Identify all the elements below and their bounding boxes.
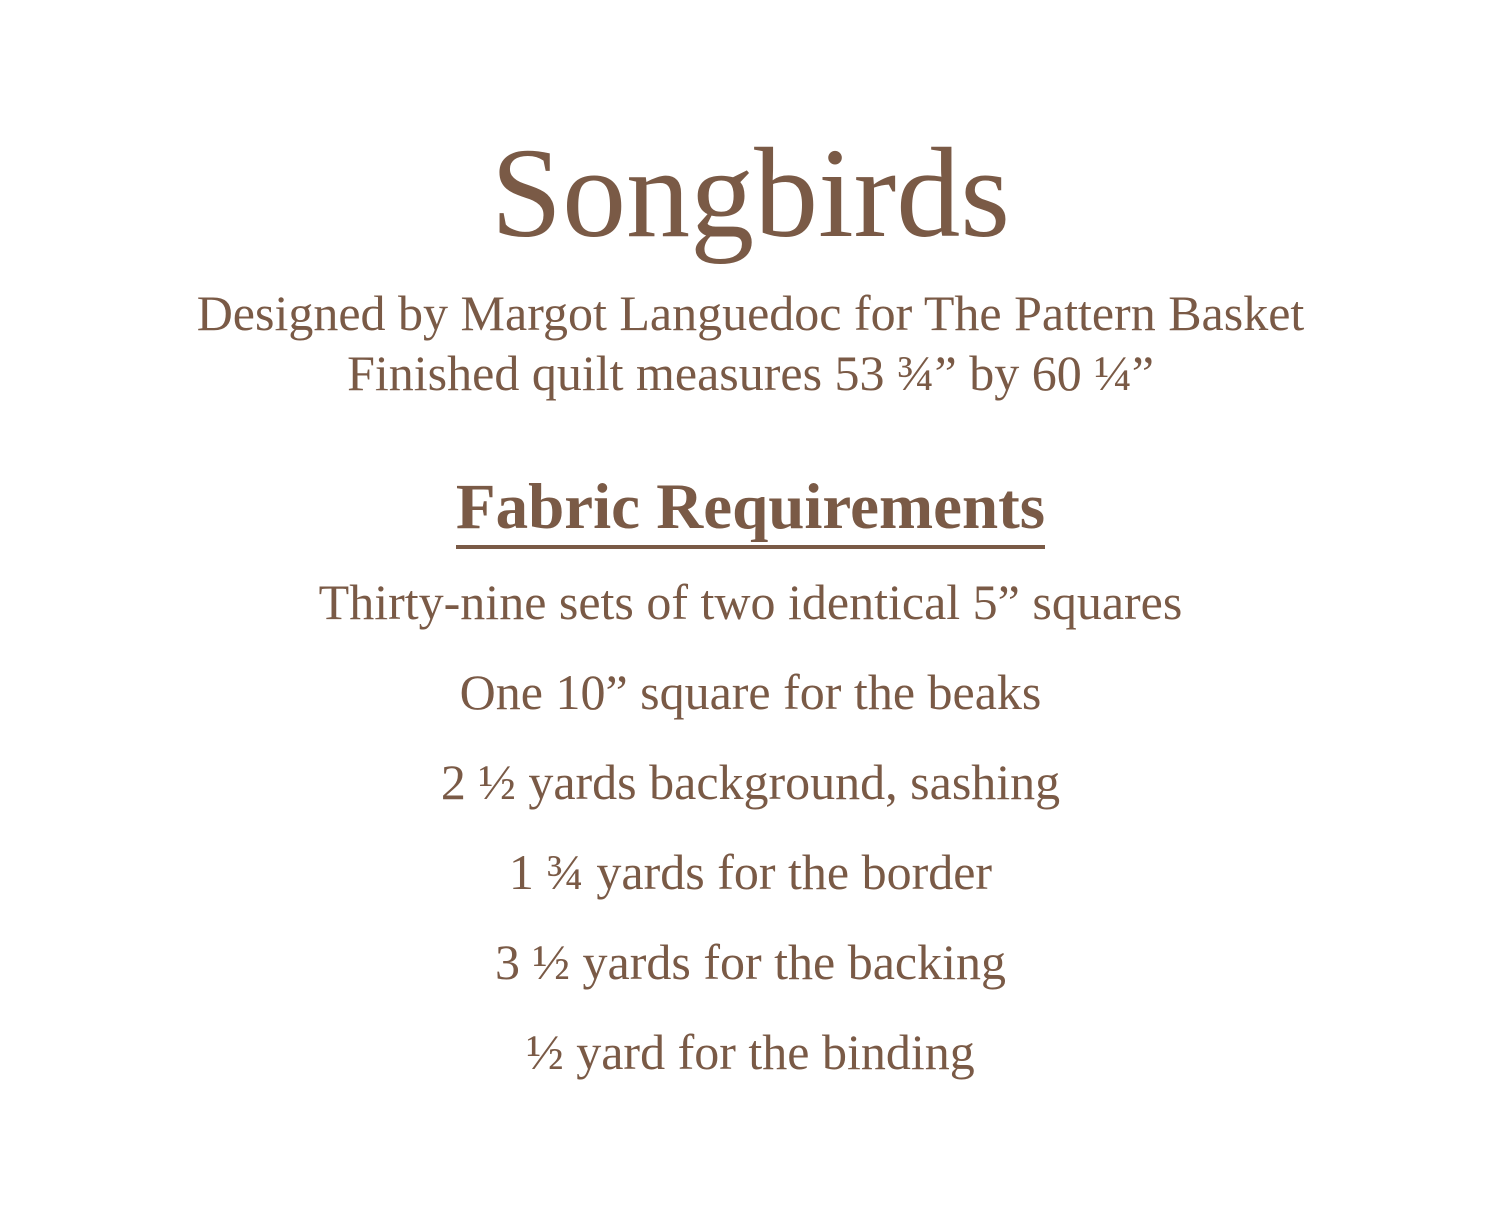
pattern-title: Songbirds: [490, 122, 1011, 264]
requirement-item: 1 ¾ yards for the border: [508, 844, 993, 900]
section-heading-wrapper: [0, 468, 1501, 549]
requirement-item: 3 ½ yards for the backing: [495, 934, 1006, 990]
fabric-requirements-heading: Fabric Requirements: [456, 471, 1045, 549]
designer-credit: Designed by Margot Languedoc for The Pattern Basket: [196, 285, 1305, 341]
requirement-item: ½ yard for the binding: [526, 1024, 975, 1080]
requirement-item: Thirty-nine sets of two identical 5” squares: [318, 574, 1183, 630]
requirement-item: 2 ½ yards background, sashing: [440, 754, 1061, 810]
finished-size: Finished quilt measures 53 ¾” by 60 ¼”: [347, 345, 1154, 401]
requirement-item: One 10” square for the beaks: [459, 664, 1042, 720]
